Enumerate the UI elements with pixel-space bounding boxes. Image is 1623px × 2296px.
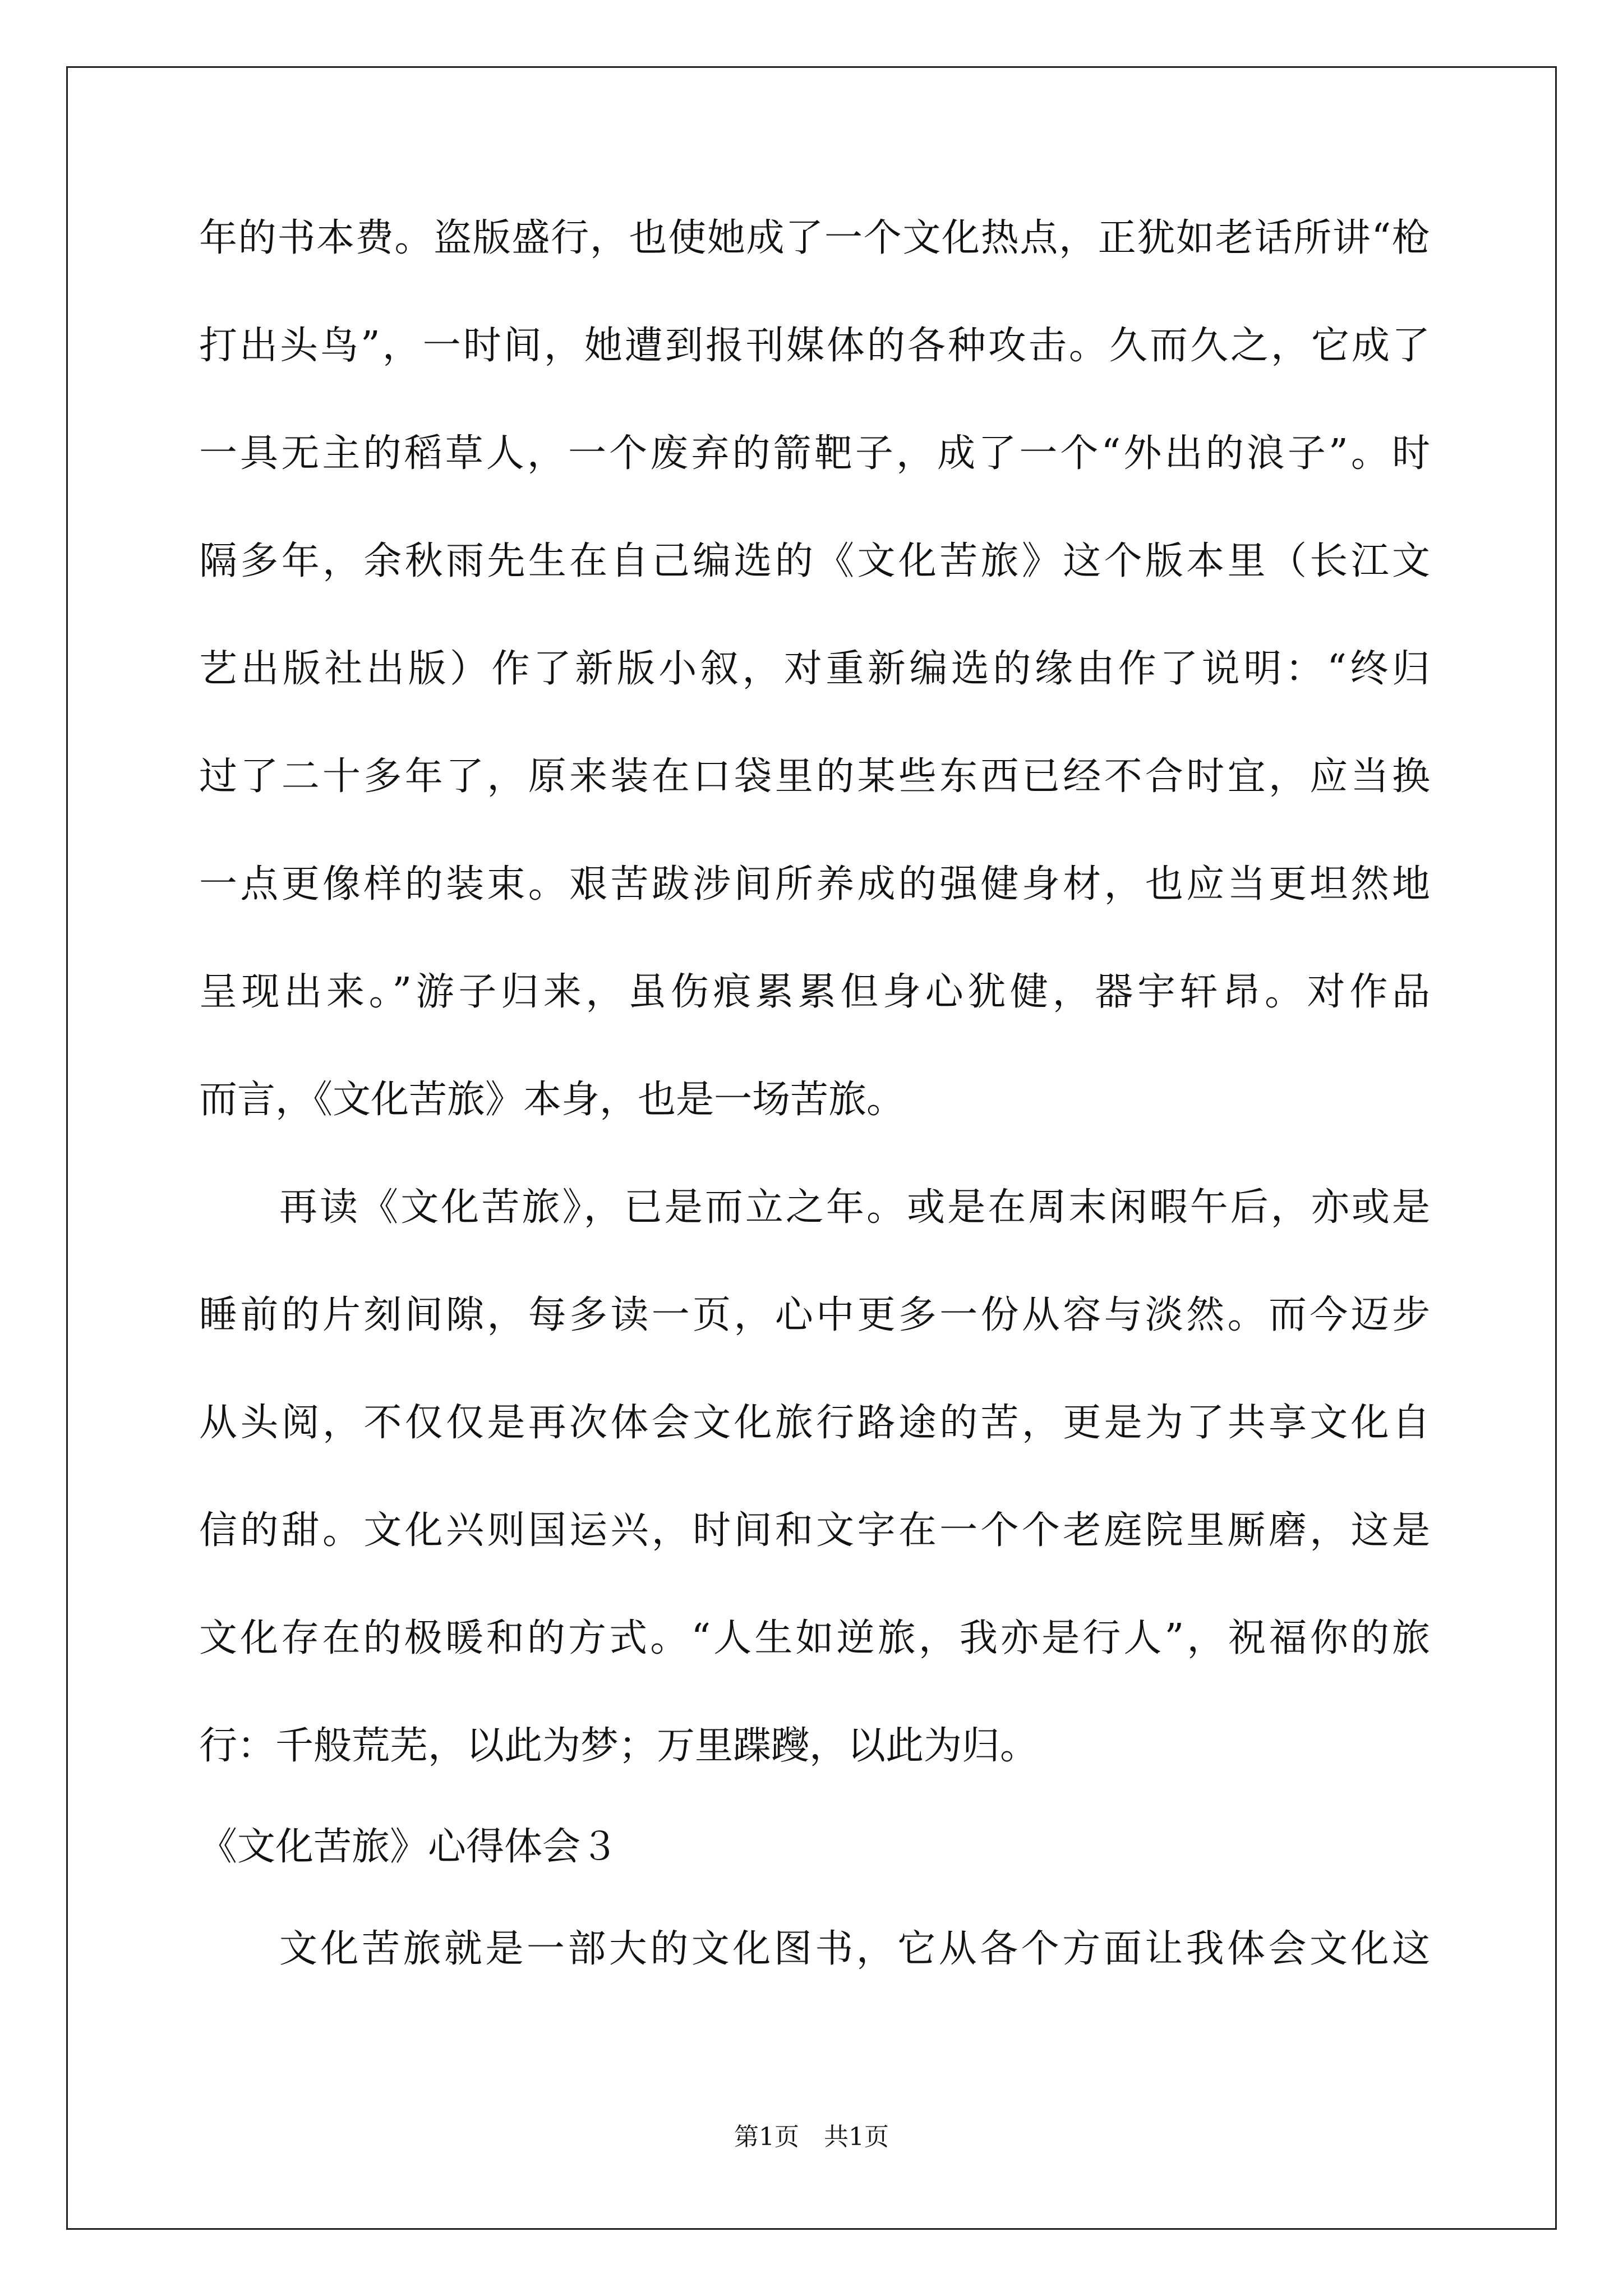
paragraph-first-line: 再读《文化苦旅》，已是而立之年。或是在周末闲暇午后，亦或是 bbox=[279, 1185, 1430, 1230]
text-line: 隔多年，余秋雨先生在自己编选的《文化苦旅》这个版本里（长江文 bbox=[199, 539, 1430, 583]
paragraph-first-line: 文化苦旅就是一部大的文化图书，它从各个方面让我体会文化这 bbox=[279, 1927, 1430, 1971]
text-line: 呈现出来。”游子归来，虽伤痕累累但身心犹健，器宇轩昂。对作品 bbox=[199, 970, 1430, 1014]
text-line: 睡前的片刻间隙，每多读一页，心中更多一份从容与淡然。而今迈步 bbox=[199, 1293, 1430, 1337]
page-footer: 第1页 共1页 bbox=[734, 2123, 889, 2151]
text-line: 年的书本费。盗版盛行，也使她成了一个文化热点，正犹如老话所讲“枪 bbox=[199, 216, 1430, 260]
text-line: 信的甜。文化兴则国运兴，时间和文字在一个个老庭院里厮磨，这是 bbox=[199, 1508, 1430, 1553]
text-line: 而言，《文化苦旅》本身，也是一场苦旅。 bbox=[199, 1078, 905, 1122]
text-line: 一点更像样的装束。艰苦跋涉间所养成的强健身材，也应当更坦然地 bbox=[199, 862, 1430, 907]
text-line: 过了二十多年了，原来装在口袋里的某些东西已经不合时宜，应当换 bbox=[199, 754, 1430, 799]
text-line: 打出头鸟”，一时间，她遭到报刊媒体的各种攻击。久而久之，它成了 bbox=[199, 324, 1430, 368]
section-heading: 《文化苦旅》心得体会３ bbox=[199, 1825, 619, 1869]
text-line: 艺出版社出版）作了新版小叙，对重新编选的缘由作了说明：“终归 bbox=[199, 647, 1430, 691]
page-border bbox=[66, 66, 1557, 2230]
text-line: 文化存在的极暖和的方式。“人生如逆旅，我亦是行人”，祝福你的旅 bbox=[199, 1616, 1430, 1660]
text-line: 行：千般荒芜，以此为梦；万里蹀躞，以此为归。 bbox=[199, 1724, 1039, 1768]
text-line: 从头阅，不仅仅是再次体会文化旅行路途的苦，更是为了共享文化自 bbox=[199, 1401, 1430, 1445]
text-line: 一具无主的稻草人，一个废弃的箭靶子，成了一个“外出的浪子”。时 bbox=[199, 431, 1430, 476]
